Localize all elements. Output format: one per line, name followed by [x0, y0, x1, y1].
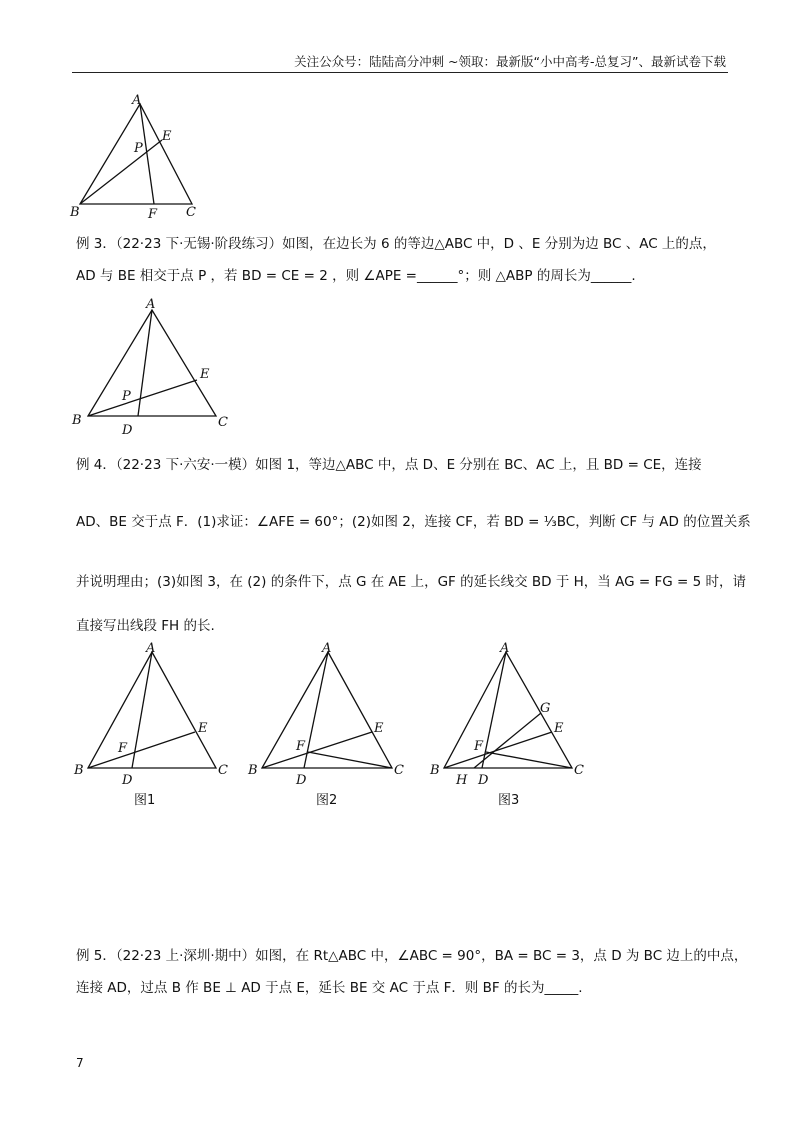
example-4-line-4: 直接写出线段 FH 的长.: [76, 618, 215, 634]
label-E: E: [162, 129, 172, 144]
label-F: F: [474, 739, 484, 754]
figure-3: [424, 640, 604, 810]
label-B: B: [74, 763, 84, 778]
label-P: P: [122, 389, 131, 404]
label-A: A: [132, 93, 142, 108]
label-D: D: [122, 773, 133, 788]
label-A: A: [146, 297, 156, 312]
label-H: H: [456, 773, 468, 788]
label-F: F: [118, 741, 128, 756]
caption-figure-1: 图1: [134, 793, 156, 808]
page-header: 关注公众号：陆陆高分冲刺 ~领取：最新版“小中高考-总复习”、最新试卷下载: [294, 54, 726, 69]
label-D: D: [296, 773, 307, 788]
example-5-line-2: 连接 AD，过点 B 作 BE ⊥ AD 于点 E，延长 BE 交 AC 于点 F．则 BF 的长为_____.: [76, 980, 583, 996]
header-divider: [72, 72, 728, 73]
label-F: F: [296, 739, 306, 754]
label-G: G: [540, 701, 551, 716]
label-E: E: [554, 721, 564, 736]
label-C: C: [394, 763, 404, 778]
figure-1: [72, 640, 242, 810]
example-4-line-3: 并说明理由；(3)如图 3，在 (2) 的条件下，点 G 在 AE 上，GF 的延长线交 BD 于 H，当 AG = FG = 5 时，请: [76, 574, 746, 590]
label-A: A: [500, 641, 510, 656]
label-P: P: [134, 141, 143, 156]
label-B: B: [430, 763, 440, 778]
example-4-line-2: AD、BE 交于点 F．(1)求证：∠AFE = 60°；(2)如图 2，连接 CF，若 BD = ⅓BC，判断 CF 与 AD 的位置关系: [76, 514, 751, 530]
label-C: C: [186, 205, 196, 220]
label-B: B: [72, 413, 82, 428]
example-3-line-2: AD 与 BE 相交于点 P ，若 BD = CE = 2 ，则 ∠APE =______°；则 △ABP 的周长为______.: [76, 268, 636, 284]
label-E: E: [200, 367, 210, 382]
label-D: D: [478, 773, 489, 788]
page-number: 7: [76, 1056, 84, 1070]
example-4-line-1: 例 4．（22·23 下·六安·一模）如图 1，等边△ABC 中，点 D、E 分别在 BC、AC 上，且 BD = CE，连接: [76, 457, 702, 473]
label-A: A: [322, 641, 332, 656]
label-C: C: [218, 763, 228, 778]
caption-figure-3: 图3: [498, 793, 520, 808]
caption-figure-2: 图2: [316, 793, 338, 808]
label-F: F: [148, 207, 158, 222]
label-A: A: [146, 641, 156, 656]
example-3-line-1: 例 3．（22·23 下·无锡·阶段练习）如图，在边长为 6 的等边△ABC 中，D 、E 分别为边 BC 、AC 上的点，: [76, 236, 716, 252]
label-C: C: [218, 415, 228, 430]
label-E: E: [198, 721, 208, 736]
label-D: D: [122, 423, 133, 438]
figure-previous-example: [66, 92, 206, 222]
figure-example-3: [66, 294, 246, 444]
figure-2: [246, 640, 416, 810]
label-E: E: [374, 721, 384, 736]
label-B: B: [248, 763, 258, 778]
label-B: B: [70, 205, 80, 220]
example-5-line-1: 例 5．（22·23 上·深圳·期中）如图，在 Rt△ABC 中，∠ABC = 90°，BA = BC = 3，点 D 为 BC 边上的中点，: [76, 948, 748, 964]
label-C: C: [574, 763, 584, 778]
